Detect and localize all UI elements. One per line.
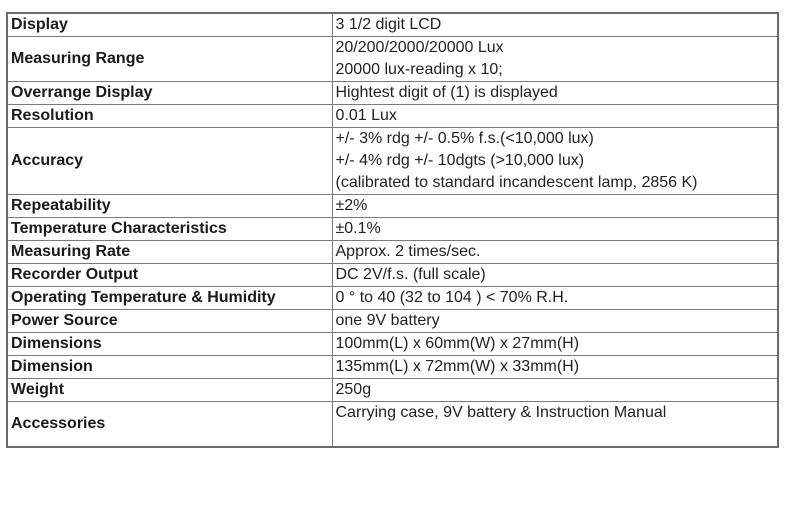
spec-row-resolution [7, 105, 778, 128]
spec-label: Resolution [7, 105, 332, 128]
spec-value-line: 3 1/2 digit LCD [335, 16, 442, 33]
spec-label: Recorder Output [7, 264, 332, 287]
spec-label: Measuring Rate [7, 241, 332, 264]
spec-row-repeatability [7, 195, 778, 218]
spec-row-weight [7, 379, 778, 402]
spec-label: Accuracy [7, 128, 332, 195]
specifications-table [6, 12, 779, 448]
spec-value [332, 287, 778, 310]
spec-value-line: 250g [335, 381, 372, 398]
spec-value [332, 356, 778, 379]
spec-value [332, 105, 778, 128]
spec-value-line: +/- 4% rdg +/- 10dgts (>10,000 lux) [335, 152, 585, 169]
spec-value-line [336, 424, 775, 446]
spec-value-line: 0.01 Lux [335, 107, 397, 124]
spec-value-line: 20/200/2000/20000 Lux [335, 39, 504, 56]
spec-value-line: +/- 3% rdg +/- 0.5% f.s.(<10,000 lux) [335, 130, 594, 147]
spec-value [332, 264, 778, 287]
spec-label: Dimension [7, 356, 332, 379]
spec-label: Display [7, 13, 332, 37]
spec-value-line: 20000 lux-reading x 10; [335, 61, 503, 78]
spec-label: Repeatability [7, 195, 332, 218]
spec-label: Overrange Display [7, 82, 332, 105]
spec-value-line: 135mm(L) x 72mm(W) x 33mm(H) [335, 358, 580, 375]
spec-value-line: ±2% [335, 197, 368, 214]
spec-row-recorder-output [7, 264, 778, 287]
spec-label: Accessories [7, 402, 332, 448]
spec-value-line: Hightest digit of (1) is displayed [335, 84, 558, 101]
spec-label: Operating Temperature & Humidity [7, 287, 332, 310]
spec-value-line: 0 ° to 40 (32 to 104 ) < 70% R.H. [335, 289, 569, 306]
spec-value [332, 37, 778, 82]
spec-value [332, 310, 778, 333]
spec-row-overrange-display [7, 82, 778, 105]
spec-label: Power Source [7, 310, 332, 333]
spec-value [332, 379, 778, 402]
spec-value-line: one 9V battery [335, 312, 440, 329]
spec-value [332, 241, 778, 264]
spec-value [332, 333, 778, 356]
spec-value [332, 218, 778, 241]
spec-value [332, 13, 778, 37]
spec-value [332, 195, 778, 218]
spec-row-accessories [7, 402, 778, 448]
spec-value-line: Approx. 2 times/sec. [335, 243, 481, 260]
spec-row-dimensions [7, 333, 778, 356]
spec-row-accuracy [7, 128, 778, 195]
spec-value-line: Carrying case, 9V battery & Instruction Manual [335, 404, 667, 421]
spec-value-line: ±0.1% [335, 220, 381, 237]
spec-row-measuring-rate [7, 241, 778, 264]
spec-label: Measuring Range [7, 37, 332, 82]
spec-row-dimension [7, 356, 778, 379]
spec-row-display [7, 13, 778, 37]
spec-label: Dimensions [7, 333, 332, 356]
spec-row-measuring-range [7, 37, 778, 82]
spec-row-operating-temperature-humidity [7, 287, 778, 310]
spec-row-power-source [7, 310, 778, 333]
spec-label: Temperature Characteristics [7, 218, 332, 241]
spec-value-line: 100mm(L) x 60mm(W) x 27mm(H) [335, 335, 580, 352]
spec-value [332, 128, 778, 195]
spec-value [332, 82, 778, 105]
spec-value-line: DC 2V/f.s. (full scale) [335, 266, 486, 283]
spec-row-temperature-characteristics [7, 218, 778, 241]
spec-value [332, 402, 778, 448]
spec-value-line: (calibrated to standard incandescent lamp, 2856 K) [335, 174, 698, 191]
spec-label: Weight [7, 379, 332, 402]
